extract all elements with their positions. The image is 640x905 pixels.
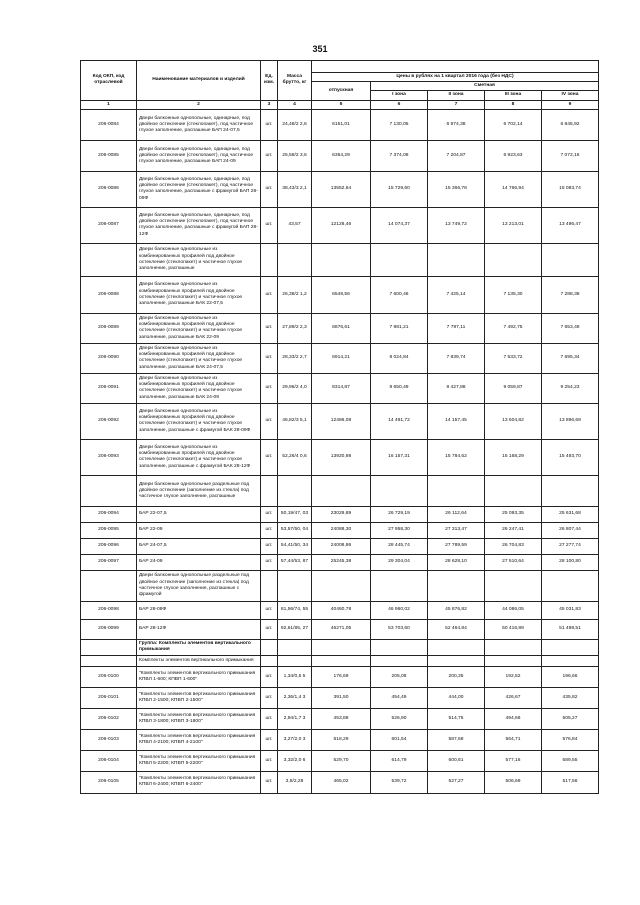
item-unit: шт. xyxy=(261,373,278,403)
item-code: 206-0102 xyxy=(81,708,137,729)
price-zone-1: 29 304,04 xyxy=(371,554,428,570)
item-unit: шт. xyxy=(261,619,278,639)
price-zone-2: 26 112,64 xyxy=(428,506,485,522)
price-zone-4: 15 083,74 xyxy=(542,171,599,207)
price-zone-2: 27 789,59 xyxy=(428,538,485,554)
header-mass: Масса брутто, кг xyxy=(278,61,312,101)
empty-cell xyxy=(261,570,278,601)
table-row xyxy=(81,538,599,554)
price-zone-2: 9 427,88 xyxy=(428,373,485,403)
empty-cell xyxy=(485,570,542,601)
item-description: "Комплекты элементов вертикального примыкания КПВЛ 6-2400; КПВП 6-2400" xyxy=(137,771,261,793)
price-release: 6548,56 xyxy=(312,276,371,313)
empty-cell xyxy=(312,475,371,506)
col-number: 2 xyxy=(137,100,261,109)
price-zone-2: 13 749,72 xyxy=(428,207,485,243)
page-number: 351 xyxy=(312,44,328,54)
price-zone-4: 25 631,68 xyxy=(542,506,599,522)
table-row xyxy=(81,276,599,313)
empty-cell xyxy=(261,243,278,276)
item-code: 206-0096 xyxy=(81,538,137,554)
item-code: 206-0105 xyxy=(81,771,137,793)
price-zone-4: 15 493,70 xyxy=(542,439,599,475)
price-zone-4: 28 100,80 xyxy=(542,554,599,570)
price-zone-3: 44 086,05 xyxy=(485,601,542,619)
header-name: Наименование материалов и изделий xyxy=(137,61,261,101)
empty-cell xyxy=(485,475,542,506)
item-code: 206-0088 xyxy=(81,276,137,313)
price-zone-2: 587,68 xyxy=(428,729,485,750)
price-release: 24008,86 xyxy=(312,538,371,554)
group-description: Группа: Комплекты элементов вертикального примыкания xyxy=(137,639,261,655)
price-zone-3: 7 533,72 xyxy=(485,343,542,373)
price-zone-2: 52 464,84 xyxy=(428,619,485,639)
price-zone-4: 7 072,16 xyxy=(542,140,599,171)
price-zone-1: 28 445,74 xyxy=(371,538,428,554)
price-zone-1: 539,72 xyxy=(371,771,428,793)
header-price-group: Цены в рублях на 1 квартал 2016 года (без НДС) xyxy=(312,73,599,82)
item-code: 206-0085 xyxy=(81,140,137,171)
price-release: 6876,61 xyxy=(312,313,371,343)
item-description: "Комплекты элементов вертикального примыкания КПВЛ 2-1500; КПВП 2-1500" xyxy=(137,687,261,708)
item-code: 206-0090 xyxy=(81,343,137,373)
price-release: 24088,30 xyxy=(312,522,371,538)
price-zone-1: 7 600,46 xyxy=(371,276,428,313)
price-zone-1: 16 157,31 xyxy=(371,439,428,475)
price-zone-1: 526,90 xyxy=(371,708,428,729)
group-code-cell xyxy=(81,243,137,276)
col-number: 9 xyxy=(542,100,599,109)
price-zone-3: 15 168,29 xyxy=(485,439,542,475)
price-zone-4: 435,82 xyxy=(542,687,599,708)
group-description: Двери балконные однопольные из комбинированных профилей под двойное остекление (стеклопакет) и частичное глухое заполнение, распашные xyxy=(137,243,261,276)
price-zone-2: 45 876,82 xyxy=(428,601,485,619)
empty-cell xyxy=(542,243,599,276)
group-row xyxy=(81,570,599,601)
price-zone-3: 25 093,35 xyxy=(485,506,542,522)
group-code-cell xyxy=(81,639,137,655)
price-zone-3: 14 766,94 xyxy=(485,171,542,207)
item-unit: шт. xyxy=(261,313,278,343)
item-mass: 2,94/1,7 3 xyxy=(278,708,312,729)
item-code: 206-0092 xyxy=(81,403,137,439)
table-row xyxy=(81,207,599,243)
price-zone-3: 7 492,75 xyxy=(485,313,542,343)
empty-cell xyxy=(278,639,312,655)
item-unit: шт. xyxy=(261,343,278,373)
empty-cell xyxy=(542,475,599,506)
col-number: 4 xyxy=(278,100,312,109)
item-mass: 28,33/2 2,7 xyxy=(278,343,312,373)
price-zone-4: 45 031,83 xyxy=(542,601,599,619)
price-zone-3: 7 135,30 xyxy=(485,276,542,313)
item-description: Двери балконные однопольные, одинарные, под двойное остекление (стеклопакет), под частичное глухое заполнение, распашные БАП 24-09 xyxy=(137,140,261,171)
price-zone-3: 26 704,83 xyxy=(485,538,542,554)
price-zone-2: 7 425,14 xyxy=(428,276,485,313)
item-description: БАР 24-09 xyxy=(137,554,261,570)
price-zone-1: 53 703,60 xyxy=(371,619,428,639)
item-mass: 29,96/2 4,0 xyxy=(278,373,312,403)
item-description: "Комплекты элементов вертикального примыкания КПВЛ 5-2200; КПВП 5-2200" xyxy=(137,750,261,771)
item-description: Двери балконные однопольные, одинарные, под двойное остекление (стеклопакет), под частичное глухое заполнение, распашные БАП 24-07,5 xyxy=(137,109,261,140)
group-row xyxy=(81,655,599,666)
price-zone-1: 26 729,19 xyxy=(371,506,428,522)
table-row xyxy=(81,343,599,373)
empty-cell xyxy=(312,243,371,276)
price-release: 518,29 xyxy=(312,729,371,750)
price-zone-2: 514,75 xyxy=(428,708,485,729)
header-code: Код ОКП, код отраслевой xyxy=(81,61,137,101)
header-zone-1: I зона xyxy=(371,91,428,100)
price-release: 46271,05 xyxy=(312,619,371,639)
group-code-cell xyxy=(81,570,137,601)
table-row xyxy=(81,439,599,475)
empty-cell xyxy=(278,243,312,276)
price-release: 529,70 xyxy=(312,750,371,771)
item-description: Двери балконные однопольные из комбинированных профилей под двойное остекление (стеклопакет) и частичное глухое заполнение, распашные БАК 22-09 xyxy=(137,313,261,343)
price-zone-2: 28 628,10 xyxy=(428,554,485,570)
item-description: Двери балконные однопольные из комбинированных профилей под двойное остекление (стеклопакет) и частичное глухое заполнение, распашные с фрамугой БАК 28-09Ф xyxy=(137,403,261,439)
item-code: 206-0095 xyxy=(81,522,137,538)
item-code: 206-0087 xyxy=(81,207,137,243)
price-zone-4: 505,27 xyxy=(542,708,599,729)
price-release: 6151,01 xyxy=(312,109,371,140)
item-code: 206-0086 xyxy=(81,171,137,207)
price-zone-3: 6 702,14 xyxy=(485,109,542,140)
price-zone-1: 454,49 xyxy=(371,687,428,708)
group-description: Комплекты элементов вертикального примыкания xyxy=(137,655,261,666)
item-unit: шт. xyxy=(261,750,278,771)
price-zone-4: 51 498,51 xyxy=(542,619,599,639)
empty-cell xyxy=(428,655,485,666)
col-number: 5 xyxy=(312,100,371,109)
item-mass: 3,27/2,0 3 xyxy=(278,729,312,750)
price-zone-4: 576,84 xyxy=(542,729,599,750)
table-row xyxy=(81,522,599,538)
empty-cell xyxy=(485,243,542,276)
item-mass: 2,36/1,4 3 xyxy=(278,687,312,708)
price-zone-1: 7 130,05 xyxy=(371,109,428,140)
table-row xyxy=(81,171,599,207)
item-mass: 1,34/0,5 5 xyxy=(278,666,312,687)
price-zone-2: 6 974,38 xyxy=(428,109,485,140)
header-spacer xyxy=(312,61,599,73)
price-zone-1: 9 650,49 xyxy=(371,373,428,403)
group-code-cell xyxy=(81,655,137,666)
price-zone-3: 577,16 xyxy=(485,750,542,771)
empty-cell xyxy=(428,243,485,276)
item-mass: 54,41/50, 34 xyxy=(278,538,312,554)
price-zone-4: 26 807,44 xyxy=(542,522,599,538)
price-release: 453,88 xyxy=(312,708,371,729)
table-row xyxy=(81,313,599,343)
item-mass: 50,19/47, 03 xyxy=(278,506,312,522)
price-zone-4: 6 845,92 xyxy=(542,109,599,140)
table-row xyxy=(81,140,599,171)
price-zone-4: 589,55 xyxy=(542,750,599,771)
price-zone-3: 9 059,87 xyxy=(485,373,542,403)
item-unit: шт. xyxy=(261,109,278,140)
item-code: 206-0104 xyxy=(81,750,137,771)
empty-cell xyxy=(261,639,278,655)
group-row xyxy=(81,639,599,655)
group-description: Двери балконные однопольные раздельные под двойное остекление (заполнение из стекла) под частичное глухое заполнение, распашные с фрамугой xyxy=(137,570,261,601)
price-zone-3: 50 416,89 xyxy=(485,619,542,639)
header-smetnaya: Сметная xyxy=(371,82,599,91)
table-row xyxy=(81,109,599,140)
price-zone-1: 14 491,72 xyxy=(371,403,428,439)
item-description: "Комплекты элементов вертикального примыкания КПВЛ 1-600; КПВП 1-600" xyxy=(137,666,261,687)
item-unit: шт. xyxy=(261,538,278,554)
col-number: 3 xyxy=(261,100,278,109)
item-mass: 38,43/3 2,1 xyxy=(278,171,312,207)
empty-cell xyxy=(278,655,312,666)
item-code: 206-0091 xyxy=(81,373,137,403)
table-row xyxy=(81,708,599,729)
item-mass: 25,58/2 3,6 xyxy=(278,140,312,171)
item-mass: 52,26/4 0,6 xyxy=(278,439,312,475)
item-code: 206-0100 xyxy=(81,666,137,687)
empty-cell xyxy=(371,639,428,655)
price-zone-2: 200,35 xyxy=(428,666,485,687)
header-unit: Ед. изм. xyxy=(261,61,278,101)
price-release: 40460,78 xyxy=(312,601,371,619)
price-release: 6354,29 xyxy=(312,140,371,171)
price-zone-1: 8 024,84 xyxy=(371,343,428,373)
price-release: 13552,64 xyxy=(312,171,371,207)
price-zone-1: 46 960,02 xyxy=(371,601,428,619)
empty-cell xyxy=(371,570,428,601)
item-description: БАР 22-09 xyxy=(137,522,261,538)
table-row xyxy=(81,554,599,570)
price-zone-2: 14 157,45 xyxy=(428,403,485,439)
price-zone-2: 7 797,11 xyxy=(428,313,485,343)
item-description: БАР 22-07,5 xyxy=(137,506,261,522)
item-unit: шт. xyxy=(261,522,278,538)
item-unit: шт. xyxy=(261,171,278,207)
table-row xyxy=(81,729,599,750)
group-row xyxy=(81,475,599,506)
item-mass: 46,82/3 5,1 xyxy=(278,403,312,439)
price-release: 12128,46 xyxy=(312,207,371,243)
price-zone-1: 614,79 xyxy=(371,750,428,771)
price-release: 465,02 xyxy=(312,771,371,793)
empty-cell xyxy=(542,570,599,601)
empty-cell xyxy=(485,655,542,666)
price-zone-4: 196,66 xyxy=(542,666,599,687)
price-release: 6914,21 xyxy=(312,343,371,373)
price-release: 13920,98 xyxy=(312,439,371,475)
item-description: "Комплекты элементов вертикального примыкания КПВЛ 4-2100; КПВП 4-2100" xyxy=(137,729,261,750)
item-code: 206-0098 xyxy=(81,601,137,619)
price-release: 23029,89 xyxy=(312,506,371,522)
item-code: 206-0089 xyxy=(81,313,137,343)
item-mass: 92,61/85, 27 xyxy=(278,619,312,639)
table-row xyxy=(81,750,599,771)
item-unit: шт. xyxy=(261,140,278,171)
item-unit: шт. xyxy=(261,601,278,619)
table-row xyxy=(81,771,599,793)
item-code: 206-0099 xyxy=(81,619,137,639)
price-zone-1: 14 074,37 xyxy=(371,207,428,243)
item-code: 206-0103 xyxy=(81,729,137,750)
item-unit: шт. xyxy=(261,771,278,793)
price-zone-3: 426,67 xyxy=(485,687,542,708)
empty-cell xyxy=(428,570,485,601)
item-mass: 27,89/2 2,3 xyxy=(278,313,312,343)
empty-cell xyxy=(542,639,599,655)
price-zone-3: 6 923,63 xyxy=(485,140,542,171)
item-unit: шт. xyxy=(261,708,278,729)
item-unit: шт. xyxy=(261,506,278,522)
price-zone-3: 506,69 xyxy=(485,771,542,793)
column-number-row xyxy=(81,100,599,109)
item-unit: шт. xyxy=(261,403,278,439)
item-mass: 26,38/2 1,2 xyxy=(278,276,312,313)
col-number: 6 xyxy=(371,100,428,109)
group-code-cell xyxy=(81,475,137,506)
item-description: Двери балконные однопольные, одинарные, под двойное остекление (стеклопакет), под частичное глухое заполнение, распашные с фрамугой БАП 28-12Ф xyxy=(137,207,261,243)
price-zone-2: 15 366,78 xyxy=(428,171,485,207)
item-mass: 81,56/74, 55 xyxy=(278,601,312,619)
table-row xyxy=(81,373,599,403)
empty-cell xyxy=(485,639,542,655)
item-code: 206-0097 xyxy=(81,554,137,570)
item-code: 206-0093 xyxy=(81,439,137,475)
header-zone-3: III зона xyxy=(485,91,542,100)
price-release: 391,50 xyxy=(312,687,371,708)
price-zone-1: 601,54 xyxy=(371,729,428,750)
price-zone-3: 192,52 xyxy=(485,666,542,687)
price-zone-1: 7 374,08 xyxy=(371,140,428,171)
price-zone-2: 7 204,87 xyxy=(428,140,485,171)
item-description: БАР 28-12Ф xyxy=(137,619,261,639)
empty-cell xyxy=(428,475,485,506)
price-zone-4: 13 496,47 xyxy=(542,207,599,243)
price-zone-2: 527,27 xyxy=(428,771,485,793)
empty-cell xyxy=(261,655,278,666)
table-row xyxy=(81,601,599,619)
price-zone-2: 600,61 xyxy=(428,750,485,771)
price-release: 25245,38 xyxy=(312,554,371,570)
item-unit: шт. xyxy=(261,729,278,750)
item-description: БАР 28-09Ф xyxy=(137,601,261,619)
item-unit: шт. xyxy=(261,666,278,687)
group-row xyxy=(81,243,599,276)
item-mass: 3,8/2,28 xyxy=(278,771,312,793)
header-release: отпускная xyxy=(312,82,371,100)
table-row xyxy=(81,619,599,639)
col-number: 1 xyxy=(81,100,137,109)
price-zone-3: 13 604,82 xyxy=(485,403,542,439)
item-description: БАР 24-07,5 xyxy=(137,538,261,554)
item-description: "Комплекты элементов вертикального примыкания КПВЛ 3-1800; КПВП 3-1800" xyxy=(137,708,261,729)
item-description: Двери балконные однопольные из комбинированных профилей под двойное остекление (стеклопакет) и частичное глухое заполнение, распашные с фрамугой БАК 28-12Ф xyxy=(137,439,261,475)
item-mass: 24,48/2 2,6 xyxy=(278,109,312,140)
empty-cell xyxy=(312,655,371,666)
price-zone-2: 27 313,47 xyxy=(428,522,485,538)
price-zone-3: 13 213,01 xyxy=(485,207,542,243)
price-zone-4: 13 896,69 xyxy=(542,403,599,439)
price-zone-4: 7 288,38 xyxy=(542,276,599,313)
price-zone-2: 15 784,62 xyxy=(428,439,485,475)
price-zone-3: 564,71 xyxy=(485,729,542,750)
price-zone-1: 27 958,30 xyxy=(371,522,428,538)
table-row xyxy=(81,403,599,439)
item-code: 206-0101 xyxy=(81,687,137,708)
item-description: Двери балконные однопольные из комбинированных профилей под двойное остекление (стеклопакет) и частичное глухое заполнение, распашные БАК 24-07,5 xyxy=(137,343,261,373)
price-zone-3: 27 510,64 xyxy=(485,554,542,570)
price-zone-1: 15 729,60 xyxy=(371,171,428,207)
item-unit: шт. xyxy=(261,276,278,313)
price-zone-1: 7 981,21 xyxy=(371,313,428,343)
empty-cell xyxy=(371,655,428,666)
price-zone-3: 494,66 xyxy=(485,708,542,729)
price-zone-3: 26 247,41 xyxy=(485,522,542,538)
col-number: 8 xyxy=(485,100,542,109)
price-zone-4: 517,56 xyxy=(542,771,599,793)
price-zone-4: 7 695,34 xyxy=(542,343,599,373)
table-row xyxy=(81,666,599,687)
item-mass: 43,57 xyxy=(278,207,312,243)
item-unit: шт. xyxy=(261,207,278,243)
item-mass: 3,32/2,0 6 xyxy=(278,750,312,771)
empty-cell xyxy=(278,475,312,506)
item-unit: шт. xyxy=(261,554,278,570)
item-code: 206-0084 xyxy=(81,109,137,140)
item-description: Двери балконные однопольные, одинарные, под двойное остекление (стеклопакет), под частичное глухое заполнение, распашные с фрамугой БАП 28-09Ф xyxy=(137,171,261,207)
empty-cell xyxy=(312,639,371,655)
empty-cell xyxy=(542,655,599,666)
item-mass: 57,44/53, 87 xyxy=(278,554,312,570)
group-description: Двери балконные однопольные раздельные под двойное остекление (заполнение из стекла) под частичное глухое заполнение, распашные xyxy=(137,475,261,506)
price-release: 8314,87 xyxy=(312,373,371,403)
price-zone-4: 9 254,23 xyxy=(542,373,599,403)
price-release: 12486,08 xyxy=(312,403,371,439)
header-zone-4: IV зона xyxy=(542,91,599,100)
empty-cell xyxy=(278,570,312,601)
price-zone-4: 7 653,49 xyxy=(542,313,599,343)
empty-cell xyxy=(371,475,428,506)
item-description: Двери балконные однопольные из комбинированных профилей под двойное остекление (стеклопакет) и частичное глухое заполнение, распашные БАК 22-07,5 xyxy=(137,276,261,313)
item-mass: 53,57/50, 04 xyxy=(278,522,312,538)
empty-cell xyxy=(261,475,278,506)
item-unit: шт. xyxy=(261,439,278,475)
table-row xyxy=(81,687,599,708)
item-code: 206-0094 xyxy=(81,506,137,522)
empty-cell xyxy=(371,243,428,276)
price-table xyxy=(80,60,599,794)
header-zone-2: II зона xyxy=(428,91,485,100)
item-unit: шт. xyxy=(261,687,278,708)
price-zone-2: 7 839,74 xyxy=(428,343,485,373)
price-release: 176,69 xyxy=(312,666,371,687)
price-zone-1: 205,08 xyxy=(371,666,428,687)
empty-cell xyxy=(428,639,485,655)
empty-cell xyxy=(312,570,371,601)
item-description: Двери балконные однопольные из комбинированных профилей под двойное остекление (стеклопакет) и частичное глухое заполнение, распашные БАК 24-09 xyxy=(137,373,261,403)
price-zone-2: 444,00 xyxy=(428,687,485,708)
col-number: 7 xyxy=(428,100,485,109)
table-row xyxy=(81,506,599,522)
price-zone-4: 27 277,74 xyxy=(542,538,599,554)
